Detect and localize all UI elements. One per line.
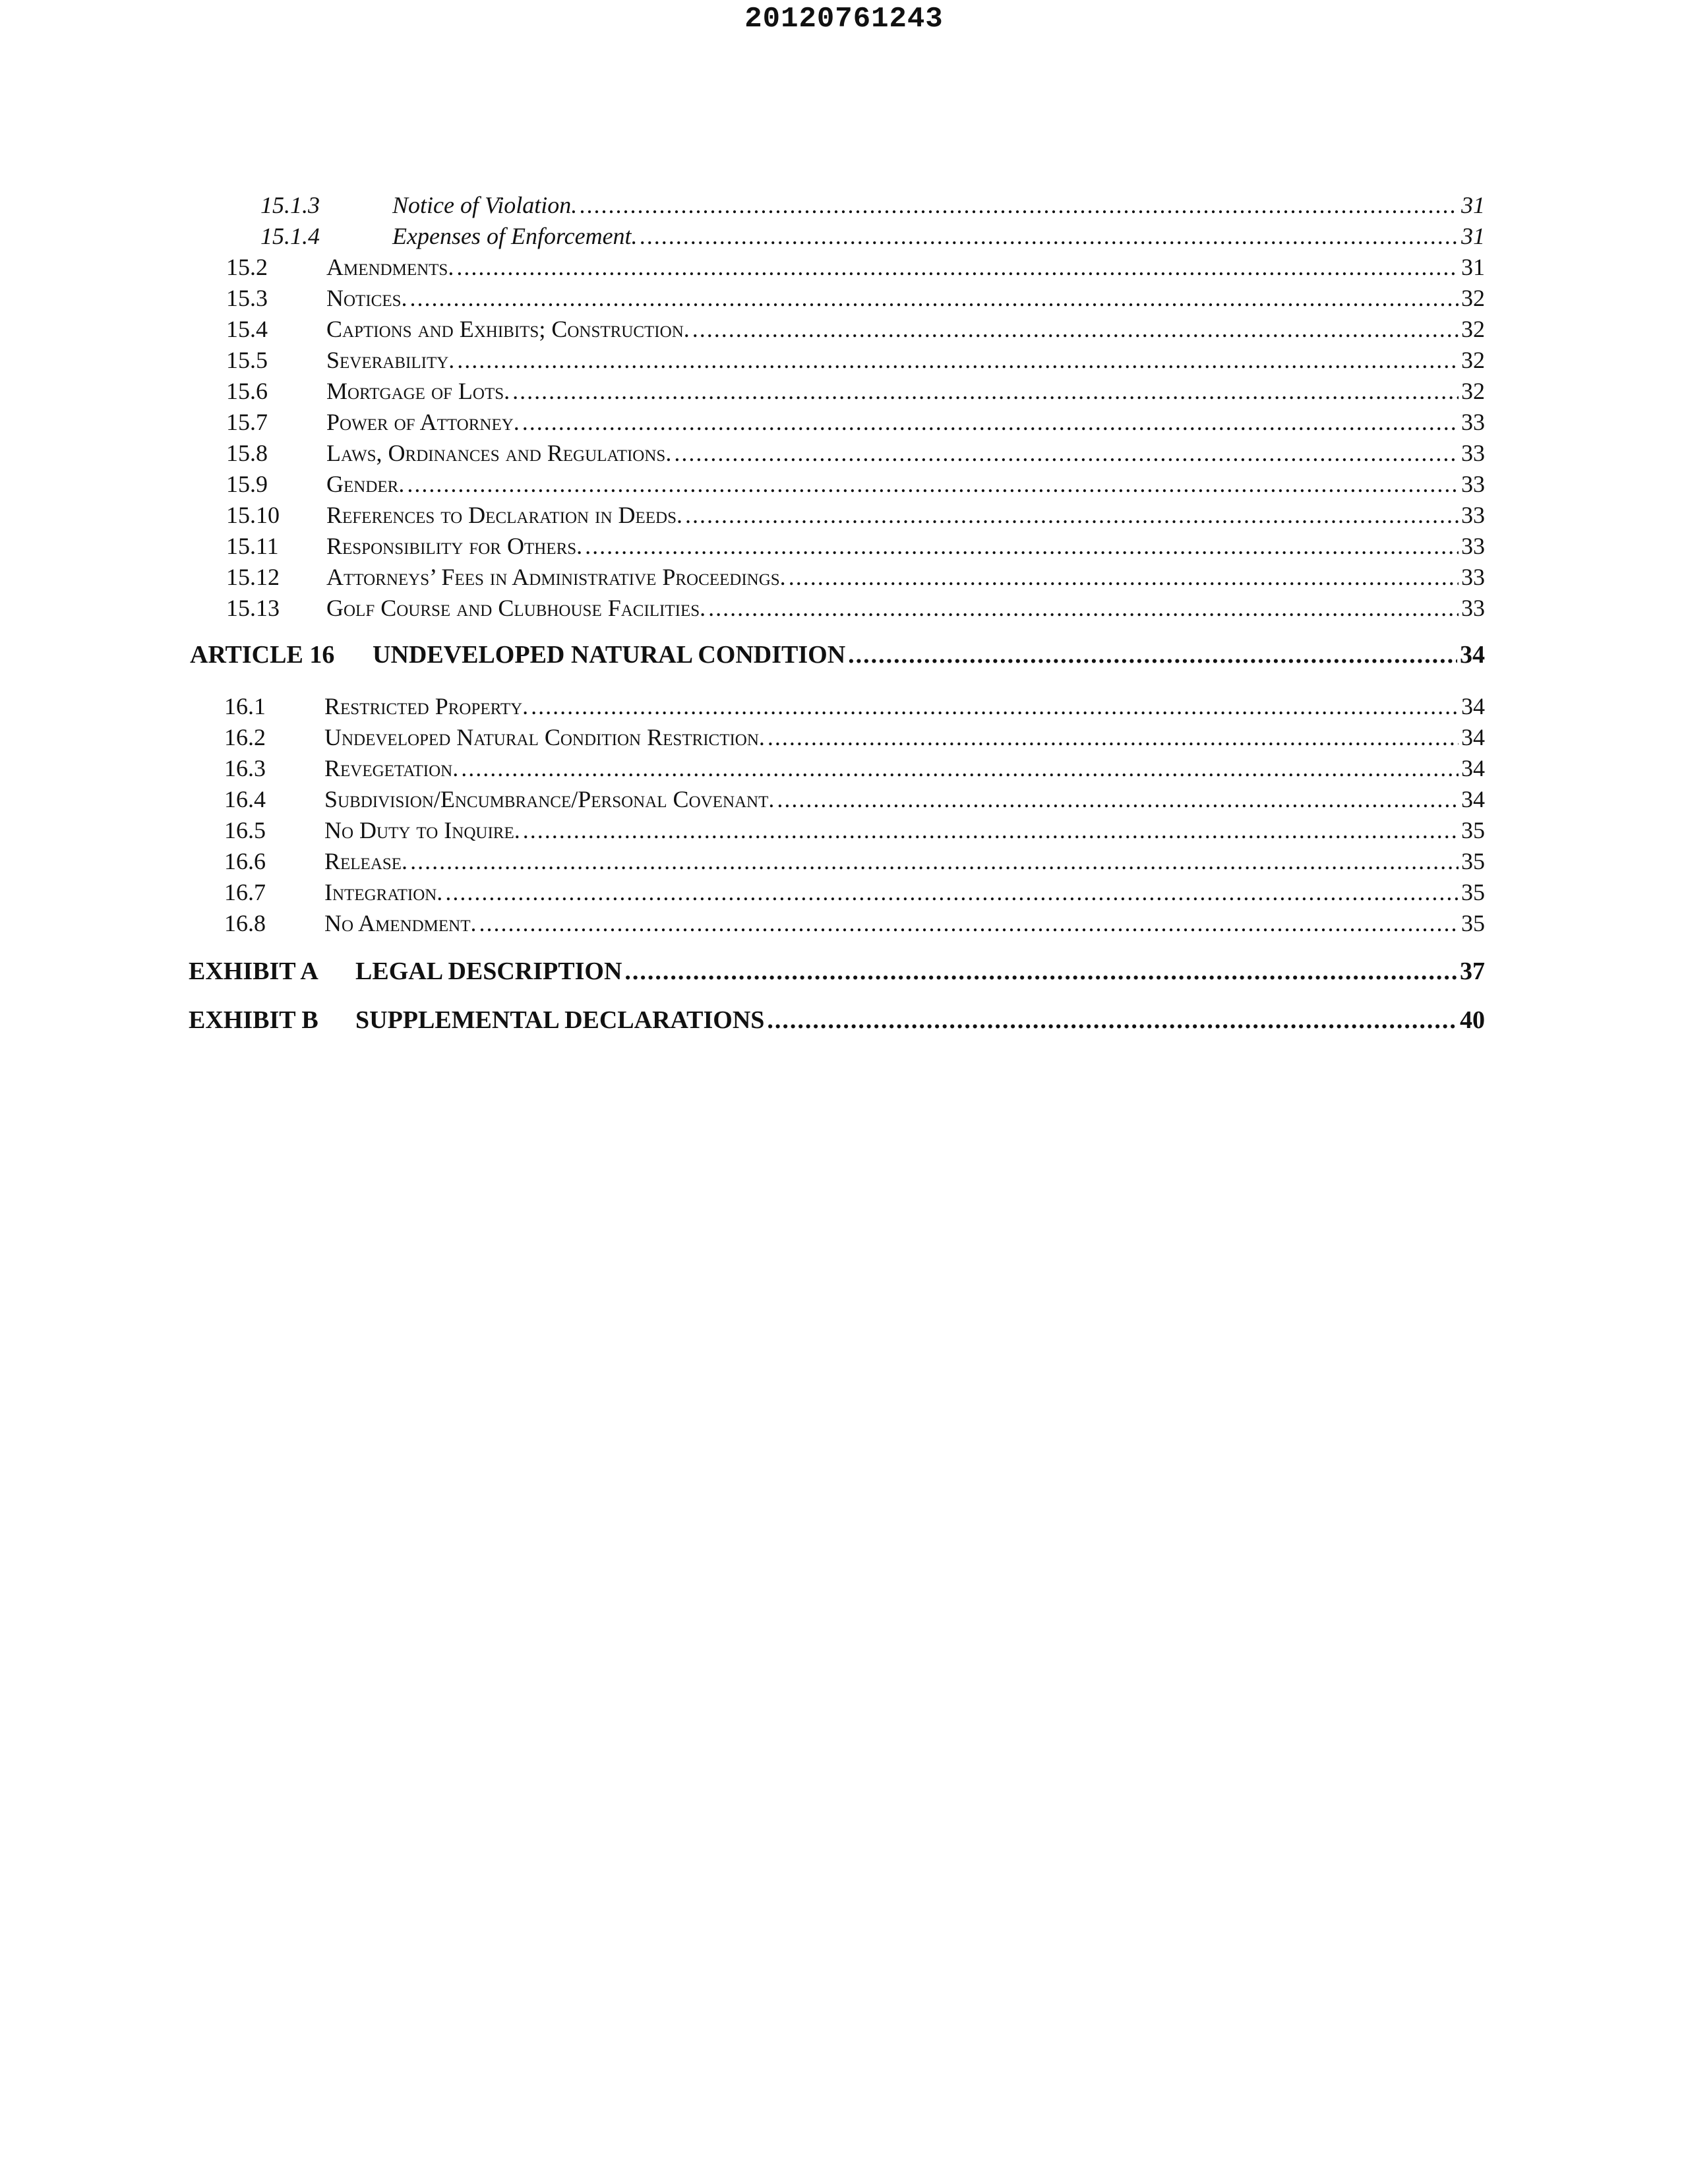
toc-title: Gender. <box>326 471 405 497</box>
toc-leader-dots <box>410 846 1459 876</box>
toc-entry-15-6[interactable] <box>226 376 1485 406</box>
toc-number: 15.13 <box>226 595 280 621</box>
toc-page-number: 33 <box>1461 564 1485 590</box>
toc-title: No Amendment. <box>324 910 477 936</box>
toc-title: Notice of Violation. <box>392 192 578 218</box>
toc-number: 16.2 <box>224 724 266 750</box>
toc-title: Golf Course and Clubhouse Facilities. <box>326 595 706 621</box>
toc-leader-dots <box>479 908 1459 938</box>
toc-entry-15-12[interactable] <box>226 562 1485 592</box>
toc-entry-15-5[interactable] <box>226 345 1485 375</box>
toc-number: 15.3 <box>226 285 268 311</box>
toc-exhibit-a[interactable] <box>189 956 1485 986</box>
toc-title: Release. <box>324 848 408 874</box>
toc-entry-15-1-3[interactable] <box>260 190 1485 220</box>
toc-page-number: 31 <box>1461 223 1485 249</box>
toc-title: No Duty to Inquire. <box>324 817 520 843</box>
toc-leader-dots <box>789 562 1459 592</box>
toc-number: 15.1.4 <box>260 223 320 249</box>
toc-page-number: 33 <box>1461 409 1485 435</box>
toc-title: Attorneys’ Fees in Administrative Proceedings. <box>326 564 786 590</box>
toc-number: EXHIBIT A <box>189 957 318 985</box>
toc-number: 15.8 <box>226 440 268 466</box>
toc-leader-dots <box>461 753 1459 783</box>
toc-title: Revegetation. <box>324 755 459 781</box>
toc-entry-16-1[interactable] <box>224 691 1485 721</box>
toc-number: 15.5 <box>226 347 268 373</box>
toc-page-number: 33 <box>1461 595 1485 621</box>
toc-leader-dots <box>456 252 1459 282</box>
toc-title: SUPPLEMENTAL DECLARATIONS <box>355 1006 765 1034</box>
toc-number: 16.7 <box>224 879 266 905</box>
toc-entry-15-9[interactable] <box>226 469 1485 499</box>
toc-page-number: 37 <box>1460 957 1485 985</box>
toc-entry-15-1-4[interactable] <box>260 221 1485 251</box>
toc-entry-16-2[interactable] <box>224 722 1485 752</box>
toc-page-number: 35 <box>1461 817 1485 843</box>
toc-entry-16-4[interactable] <box>224 784 1485 814</box>
toc-entry-16-7[interactable] <box>224 877 1485 907</box>
toc-entry-16-5[interactable] <box>224 815 1485 845</box>
toc-number: ARTICLE 16 <box>190 641 335 669</box>
toc-number: 16.6 <box>224 848 266 874</box>
toc-number: 15.9 <box>226 471 268 497</box>
toc-page-number: 32 <box>1461 347 1485 373</box>
toc-leader-dots <box>708 593 1459 623</box>
toc-title: Power of Attorney. <box>326 409 520 435</box>
toc-entry-16-6[interactable] <box>224 846 1485 876</box>
toc-title: Responsibility for Others. <box>326 533 583 559</box>
toc-article-16[interactable] <box>190 640 1485 670</box>
toc-title: Captions and Exhibits; Construction. <box>326 316 690 342</box>
toc-page-number: 31 <box>1461 192 1485 218</box>
toc-leader-dots <box>848 640 1457 670</box>
toc-page-number: 34 <box>1461 755 1485 781</box>
toc-number: 15.12 <box>226 564 280 590</box>
toc-leader-dots <box>445 877 1459 907</box>
toc-title: Mortgage of Lots. <box>326 378 510 404</box>
toc-leader-dots <box>512 376 1459 406</box>
toc-title: Notices. <box>326 285 407 311</box>
toc-leader-dots <box>407 469 1459 499</box>
toc-number: 15.6 <box>226 378 268 404</box>
toc-title: Subdivision/Encumbrance/Personal Covenant. <box>324 786 775 812</box>
toc-leader-dots <box>531 691 1459 721</box>
toc-number: EXHIBIT B <box>189 1006 318 1034</box>
toc-page-number: 35 <box>1461 910 1485 936</box>
toc-title: Undeveloped Natural Condition Restriction. <box>324 724 765 750</box>
toc-entry-15-13[interactable] <box>226 593 1485 623</box>
toc-page-number: 33 <box>1461 502 1485 528</box>
toc-page-number: 33 <box>1461 533 1485 559</box>
toc-page-number: 34 <box>1460 641 1485 669</box>
document-number: 20120761243 <box>744 3 944 36</box>
toc-title: UNDEVELOPED NATURAL CONDITION <box>373 641 846 669</box>
toc-leader-dots <box>523 815 1459 845</box>
toc-entry-15-2[interactable] <box>226 252 1485 282</box>
toc-title: LEGAL DESCRIPTION <box>355 957 622 985</box>
toc-leader-dots <box>767 1005 1457 1035</box>
toc-page-number: 33 <box>1461 440 1485 466</box>
toc-page-number: 35 <box>1461 879 1485 905</box>
toc-title: Integration. <box>324 879 443 905</box>
toc-page-number: 32 <box>1461 316 1485 342</box>
toc-entry-15-8[interactable] <box>226 438 1485 468</box>
toc-number: 15.2 <box>226 254 268 280</box>
toc-title: Severability. <box>326 347 455 373</box>
toc-leader-dots <box>522 407 1459 437</box>
toc-page-number: 31 <box>1461 254 1485 280</box>
toc-leader-dots <box>585 531 1459 561</box>
toc-leader-dots <box>624 956 1457 986</box>
toc-number: 15.7 <box>226 409 268 435</box>
toc-leader-dots <box>768 722 1459 752</box>
toc-leader-dots <box>692 314 1459 344</box>
toc-page-number: 32 <box>1461 285 1485 311</box>
toc-number: 16.8 <box>224 910 266 936</box>
toc-page-number: 40 <box>1460 1006 1485 1034</box>
toc-leader-dots <box>674 438 1459 468</box>
toc-exhibit-b[interactable] <box>189 1005 1485 1035</box>
toc-title: Expenses of Enforcement. <box>392 223 638 249</box>
toc-leader-dots <box>580 190 1459 220</box>
toc-page-number: 33 <box>1461 471 1485 497</box>
toc-number: 15.11 <box>226 533 279 559</box>
toc-title: Laws, Ordinances and Regulations. <box>326 440 672 466</box>
toc-entry-15-11[interactable] <box>226 531 1485 561</box>
toc-number: 15.10 <box>226 502 280 528</box>
toc-entry-16-8[interactable] <box>224 908 1485 938</box>
toc-number: 16.5 <box>224 817 266 843</box>
toc-page-number: 34 <box>1461 693 1485 719</box>
toc-number: 16.3 <box>224 755 266 781</box>
toc-leader-dots <box>457 345 1459 375</box>
toc-title: Restricted Property. <box>324 693 529 719</box>
toc-leader-dots <box>777 784 1459 814</box>
toc-title: Amendments. <box>326 254 454 280</box>
toc-page-number: 35 <box>1461 848 1485 874</box>
toc-entry-15-4[interactable] <box>226 314 1485 344</box>
toc-entry-15-7[interactable] <box>226 407 1485 437</box>
toc-number: 16.4 <box>224 786 266 812</box>
toc-number: 15.1.3 <box>260 192 320 218</box>
toc-number: 16.1 <box>224 693 266 719</box>
toc-entry-16-3[interactable] <box>224 753 1485 783</box>
toc-leader-dots <box>640 221 1459 251</box>
toc-leader-dots <box>410 283 1459 313</box>
toc-title: References to Declaration in Deeds. <box>326 502 682 528</box>
toc-leader-dots <box>685 500 1459 530</box>
toc-number: 15.4 <box>226 316 268 342</box>
toc-page-number: 34 <box>1461 724 1485 750</box>
toc-page-number: 32 <box>1461 378 1485 404</box>
toc-page-number: 34 <box>1461 786 1485 812</box>
toc-entry-15-10[interactable] <box>226 500 1485 530</box>
toc-entry-15-3[interactable] <box>226 283 1485 313</box>
